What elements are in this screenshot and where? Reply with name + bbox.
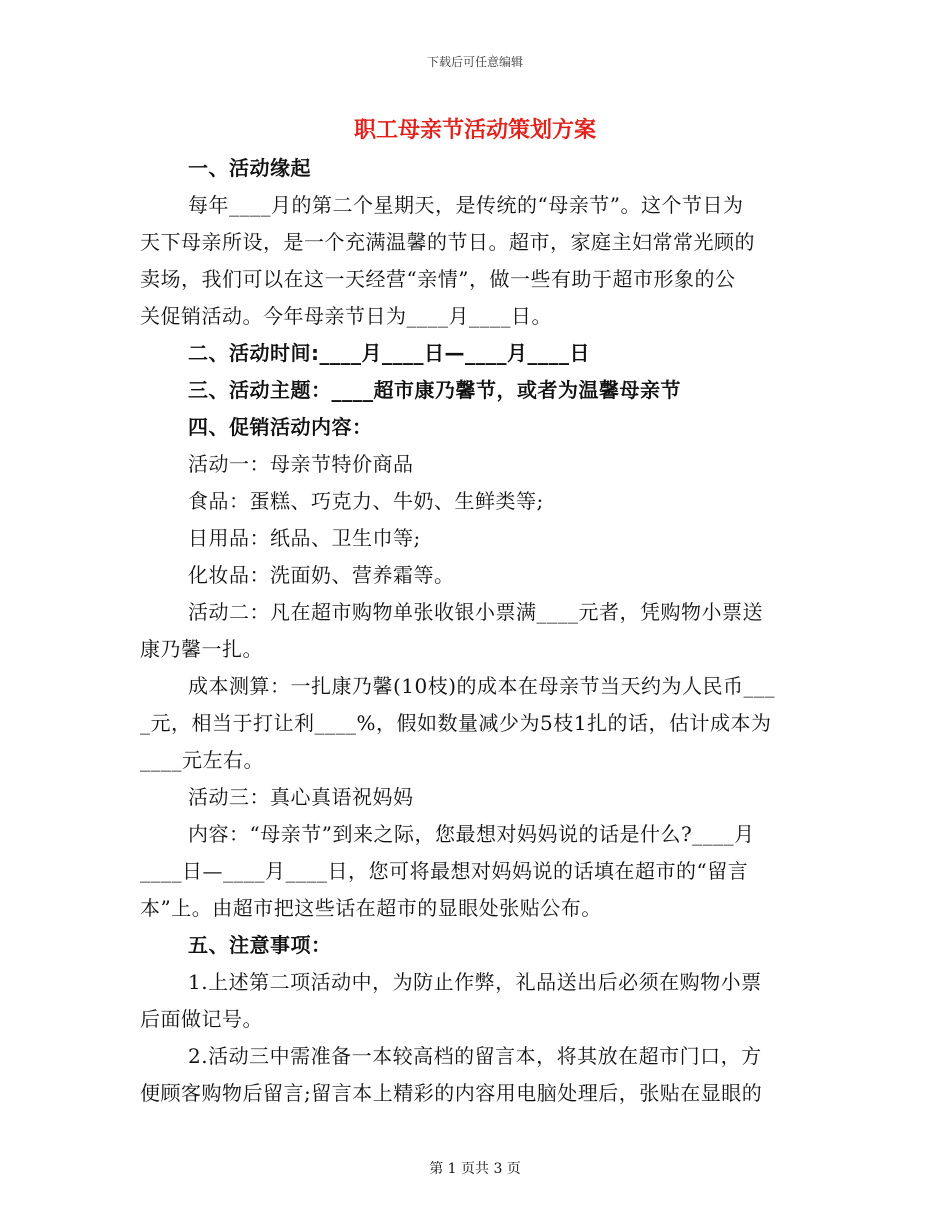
paragraph-line: 关促销活动。今年母亲节日为____月____日。 (140, 304, 552, 328)
paragraph-line: 化妆品：洗面奶、营养霜等。 (188, 563, 455, 587)
paragraph-line: 天下母亲所设，是一个充满温馨的节日。超市，家庭主妇常常光顾的 (140, 230, 755, 254)
paragraph-line: 内容：“母亲节”到来之际，您最想对妈妈说的话是什么?____月 (188, 822, 755, 846)
paragraph-line: 2.活动三中需准备一本较高档的留言本，将其放在超市门口，方 (188, 1044, 762, 1068)
document-title: 职工母亲节活动策划方案 (353, 118, 596, 143)
section-heading: 二、活动时间:____月____日—____月____日 (188, 341, 590, 365)
paragraph-line: _元，相当于打让利____%，假如数量减少为5枝1扎的话，估计成本为 (140, 711, 772, 735)
paragraph-line: 康乃馨一扎。 (140, 637, 263, 661)
document-body (140, 150, 812, 1112)
paragraph-line: 每年____月的第二个星期天，是传统的“母亲节”。这个节日为 (188, 193, 744, 217)
paragraph-line: 成本测算：一扎康乃馨(10枝)的成本在母亲节当天约为人民币___ (188, 674, 776, 698)
paragraph-line: 食品：蛋糕、巧克力、牛奶、生鲜类等; (188, 489, 544, 513)
section-heading: 三、活动主题：____超市康乃馨节，或者为温馨母亲节 (188, 378, 681, 402)
paragraph-line: 日用品：纸品、卫生巾等; (188, 526, 421, 550)
paragraph-line: 后面做记号。 (140, 1007, 263, 1031)
paragraph-line: ____日—____月____日，您可将最想对妈妈说的话填在超市的“留言 (140, 859, 749, 883)
paragraph-line: 1.上述第二项活动中，为防止作弊，礼品送出后必须在购物小票 (188, 970, 762, 994)
paragraph-line: 便顾客购物后留言;留言本上精彩的内容用电脑处理后，张贴在显眼的 (140, 1081, 763, 1105)
section-heading: 五、注意事项： (188, 933, 332, 957)
paragraph-line: 活动三：真心真语祝妈妈 (188, 785, 414, 809)
section-heading: 四、促销活动内容： (188, 415, 373, 439)
paragraph-line: 活动二：凡在超市购物单张收银小票满____元者，凭购物小票送 (188, 600, 763, 624)
page-number-footer: 第 1 页共 3 页 (429, 1161, 521, 1177)
paragraph-line: 本”上。由超市把这些话在超市的显眼处张贴公布。 (140, 896, 602, 920)
paragraph-line: ____元左右。 (140, 748, 264, 772)
section-heading: 一、活动缘起 (188, 156, 311, 180)
paragraph-line: 卖场，我们可以在这一天经营“亲情”，做一些有助于超市形象的公 (140, 267, 736, 291)
header-note: 下载后可任意编辑 (426, 55, 523, 69)
paragraph-line: 活动一：母亲节特价商品 (188, 452, 414, 476)
